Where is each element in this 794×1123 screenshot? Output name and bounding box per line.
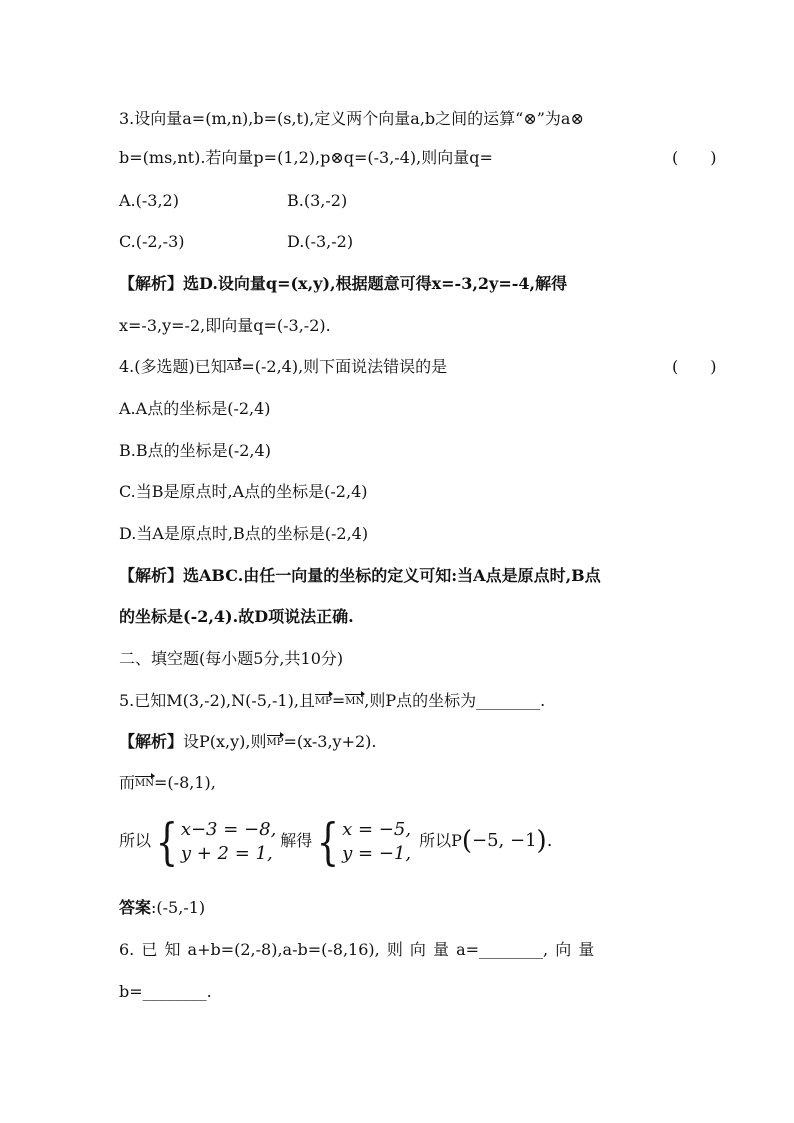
q5-stem [119,690,545,712]
q5-answer-tag: 答案 [119,898,152,917]
q3-analysis-text1: 选D.设向量q=(x,y),根据题意可得x=-3,2y=-4,解得 [183,274,568,293]
q5-stem-suffix: ,则P点的坐标为________. [364,691,546,710]
q4-stem [119,356,447,378]
q4-analysis-line2: 的坐标是(-2,4).故D项说法正确. [119,607,354,626]
left-brace: { [317,812,340,871]
q3-stem-line1: 3.设向量a=(m,n),b=(s,t),定义两个向量a,b之间的运算“⊗”为a⊗ [119,109,584,128]
vector-mn: MN [345,696,365,707]
q4-stem-prefix: 4.(多选题)已知 [119,357,227,376]
q3-analysis-line2: x=-3,y=-2,即向量q=(-3,-2). [119,316,331,335]
vector-ab: AB [226,362,242,373]
q5-answer-text: :(-5,-1) [151,898,206,917]
period: . [546,830,553,851]
section-title-fill-blank: 二、填空题(每小题5分,共10分) [119,649,344,668]
system1-eq1: x−3 = −8, [180,818,277,840]
q5-analysis-line2-suffix: =(-8,1), [154,773,216,792]
q3-analysis-tag: 【解析】 [119,274,184,293]
q5-analysis-line2-prefix: 而 [119,773,136,792]
q4-stem-suffix: =(-2,4),则下面说法错误的是 [241,357,448,376]
q4-option-c: C.当B是原点时,A点的坐标是(-2,4) [119,482,368,501]
q5-analysis-tag: 【解析】 [119,732,184,751]
q5-analysis-suffix: =(x-3,y+2). [283,732,377,751]
q6-stem-line2: b=________. [119,982,212,1001]
system2-eq1: x = −5, [342,818,412,840]
q5-suoyi: 所以 [119,831,152,850]
vector-mn-analysis: MN [135,778,155,789]
q3-analysis-line1 [119,273,567,295]
q5-analysis-line1 [119,731,377,753]
q5-equation-systems [119,814,552,874]
q3-stem-line2: b=(ms,nt).若向量p=(1,2),p⊗q=(-3,-4),则向量q= [119,148,493,167]
vector-mp: MP [314,696,332,707]
q5-jiede: 解得 [280,831,313,850]
q4-option-d: D.当A是原点时,B点的坐标是(-2,4) [119,524,369,543]
q4-option-a: A.A点的坐标是(-2,4) [119,399,271,418]
q6-stem-line1: 6. 已 知 a+b=(2,-8),a-b=(-8,16), 则 向 量 a=________, 向 量 [119,940,595,959]
system2-eq2: y = −1, [342,842,412,864]
system1-eq2: y + 2 = 1, [180,842,273,864]
left-brace: { [155,812,179,871]
q5-answer-line [119,897,205,919]
q3-option-c: C.(-2,-3) [119,232,185,251]
q5-stem-prefix: 5.已知M(3,-2),N(-5,-1),且 [119,691,315,710]
equation-system-1 [151,812,277,871]
q4-answer-paren: ( ) [672,357,717,376]
q5-stem-eq: = [331,691,346,710]
q3-option-a: A.(-3,2) [119,191,179,210]
vector-mp-analysis: MP [266,737,284,748]
q5-analysis-prefix: 设P(x,y),则 [183,732,267,751]
left-paren: ( [461,826,473,856]
equation-system-2 [312,812,412,871]
q5-suoyi2: 所以P [419,831,462,850]
q3-answer-paren: ( ) [672,148,717,167]
right-paren: ) [536,826,547,856]
q4-option-b: B.B点的坐标是(-2,4) [119,441,271,460]
q4-analysis-text1: 选ABC.由任一向量的坐标的定义可知:当A点是原点时,B点 [183,566,601,585]
q4-analysis-tag: 【解析】 [119,566,184,585]
q5-answer-point: −5, −1 [472,830,537,851]
q3-option-b: B.(3,-2) [287,191,348,210]
q4-analysis-line1 [119,565,601,587]
q5-analysis-line2 [119,772,216,794]
q3-option-d: D.(-3,-2) [287,232,354,251]
